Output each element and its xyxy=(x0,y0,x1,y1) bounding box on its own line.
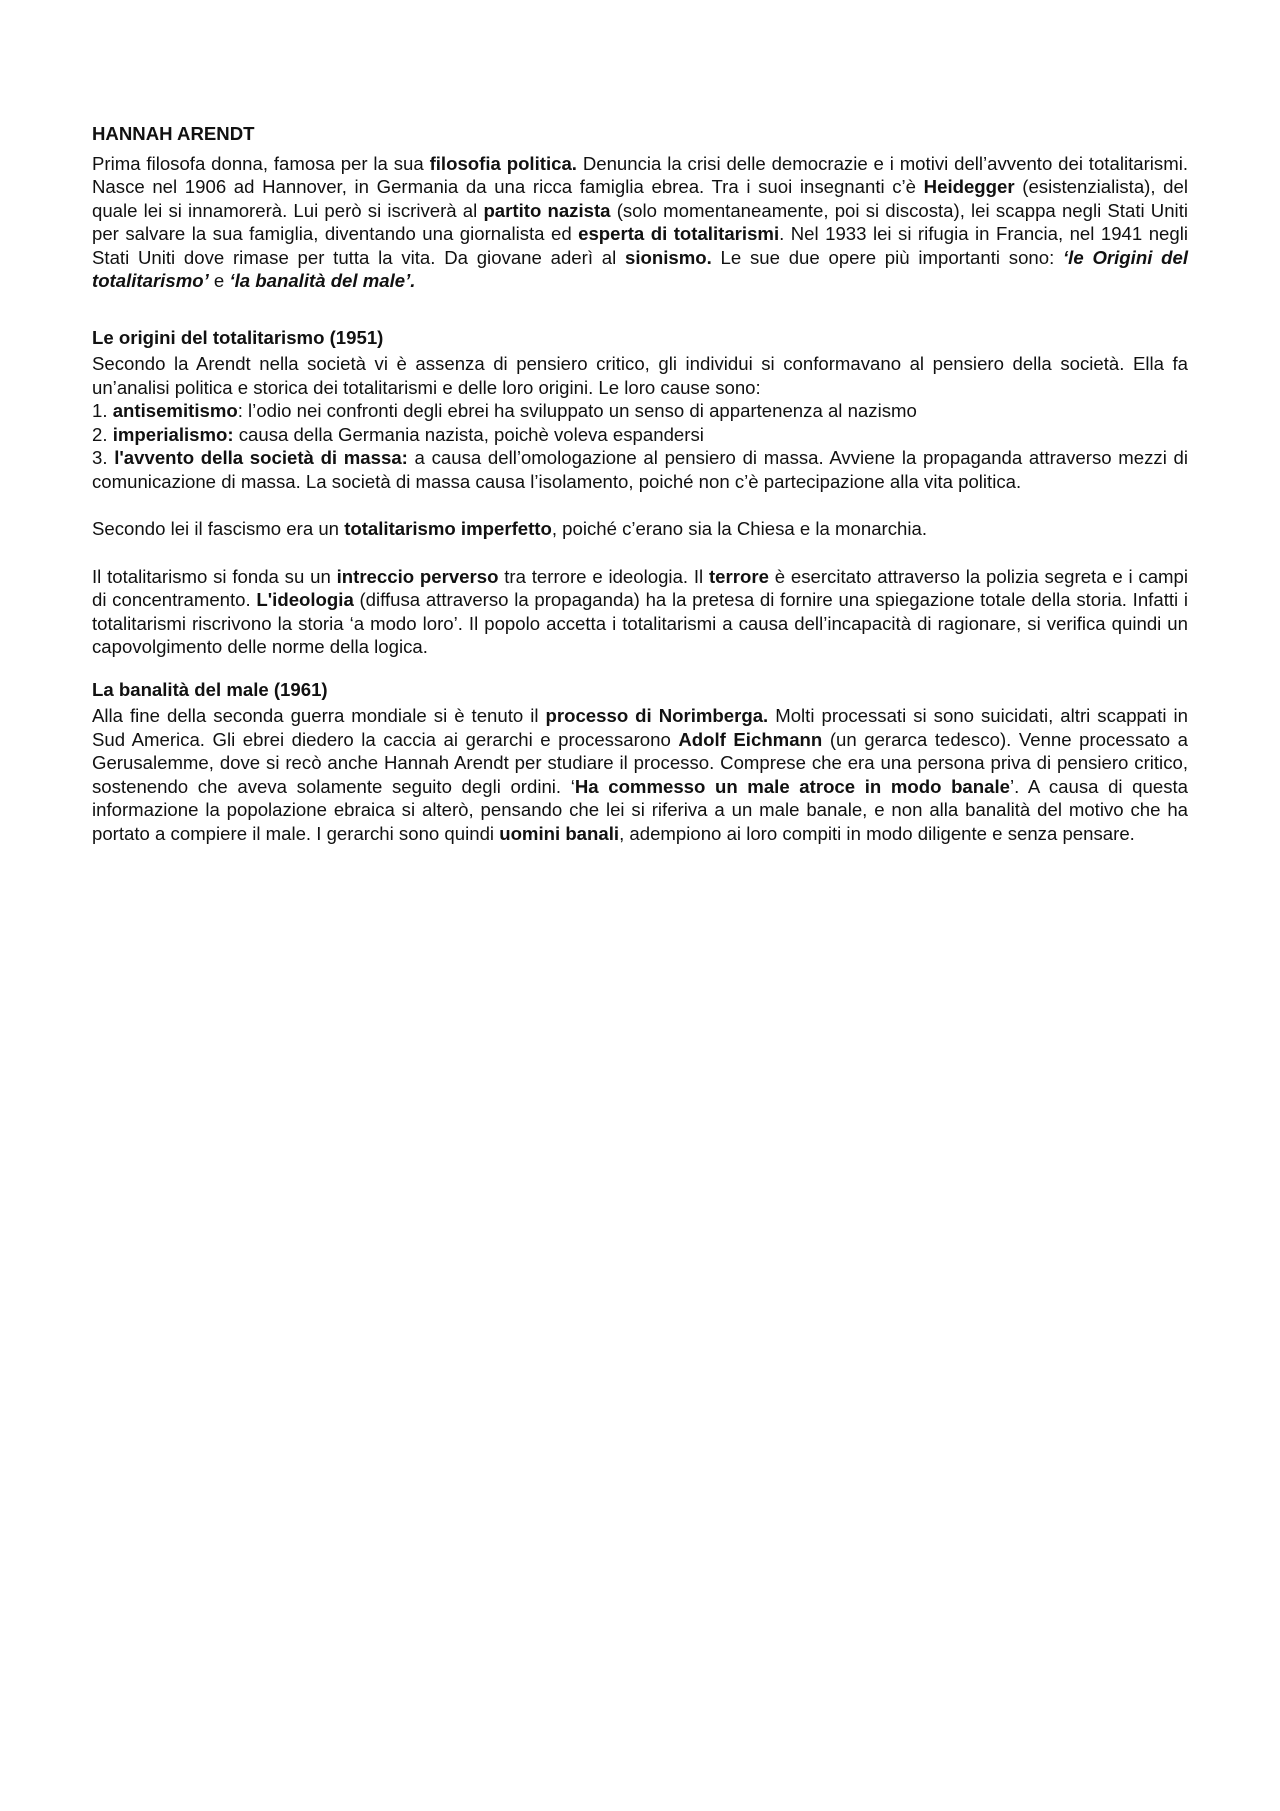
list-bold: imperialismo: xyxy=(112,423,234,445)
intro-bold-3: partito nazista xyxy=(483,199,611,221)
list-text: a causa dell’omologazione al pensiero di massa. Avviene la propaganda attraverso mezzi di comunicazione di massa. La società di massa causa l’isolamento, poiché non c’è partecipazione alla vita politica. xyxy=(92,447,1188,492)
spacer xyxy=(92,293,1188,326)
fascismo-text-1: Secondo lei il fascismo era un xyxy=(92,518,345,539)
intro-work-1: ‘le Origini del totalitarismo’ xyxy=(92,246,1188,291)
banalita-bold-1: processo di Norimberga. xyxy=(545,705,769,726)
intreccio-text-4: (diffusa attraverso la propaganda) ha la pretesa di fornire una spiegazione totale della storia. Infatti i totalitarismi riscrivono la storia ‘a modo loro’. Il popolo accetta i totalitarismi a causa dell’incapacità di ragionare, si verifica quindi un capovolgimento delle norme della logica. xyxy=(92,589,1188,657)
intreccio-text-1: Il totalitarismo si fonda su un xyxy=(92,565,337,587)
fascismo-text-2: , poiché c’erano sia la Chiesa e la monarchia. xyxy=(551,518,928,539)
intro-bold-4: esperta di totalitarismi xyxy=(578,223,780,244)
intro-text-5: . Nel 1933 lei si rifugia in Francia, nel 1941 negli Stati Uniti dove rimase per tutta la vita. Da giovane aderì al xyxy=(92,223,1188,268)
banalita-bold-2: Adolf Eichmann xyxy=(678,728,823,750)
document-title: HANNAH ARENDT xyxy=(92,123,255,144)
banalita-text-5: , adempiono ai loro compiti in modo diligente e senza pensare. xyxy=(619,822,1135,844)
intro-work-2: ‘la banalità del male’. xyxy=(229,270,416,291)
banalita-text-2: Molti processati si sono suicidati, altri scappati in Sud America. Gli ebrei diedero la caccia ai gerarchi e processarono xyxy=(92,705,1188,750)
list-text: causa della Germania nazista, poichè voleva espandersi xyxy=(233,423,704,445)
fascismo-paragraph xyxy=(92,517,1188,541)
banalita-text-3: (un gerarca tedesco). Venne processato a Gerusalemme, dove si recò anche Hannah Arendt per studiare il processo. Comprese che era una persona priva di pensiero critico, sostenendo che aveva solamente seguito degli ordini. ‘ xyxy=(92,728,1188,797)
intro-bold-5: sionismo. xyxy=(624,246,712,268)
banalita-text-4: ’. A causa di questa informazione la popolazione ebraica si alterò, pensando che lei si riferiva a un male banale, e non alla banalità del motivo che ha portato a compiere il male. I gerarchi sono quindi xyxy=(92,775,1188,844)
list-bold: l'avvento della società di massa: xyxy=(114,447,408,468)
intro-text-4: (solo momentaneamente, poi si discosta), lei scappa negli Stati Uniti per salvare la sua famiglia, diventando una giornalista ed xyxy=(92,199,1188,244)
list-bold: antisemitismo xyxy=(112,400,238,421)
intro-text-1: Prima filosofa donna, famosa per la sua xyxy=(92,152,430,174)
origini-paragraph: Secondo la Arendt nella società vi è assenza di pensiero critico, gli individui si conformavano al pensiero della società. Ella fa un’analisi politica e storica dei totalitarismi e delle loro origini. Le loro cause sono: xyxy=(92,353,1188,398)
fascismo-bold-1: totalitarismo imperfetto xyxy=(344,518,552,539)
intro-text-2: Denuncia la crisi delle democrazie e i motivi dell’avvento dei totalitarismi. Nasce nel 1906 ad Hannover, in Germania da una ricca famiglia ebrea. Tra i suoi insegnanti c’è xyxy=(92,152,1188,197)
list-num: 2. xyxy=(92,423,113,445)
intro-bold-1: filosofia politica. xyxy=(429,152,577,174)
intro-text-7: e xyxy=(208,270,230,291)
intro-bold-2: Heidegger xyxy=(923,176,1015,197)
intreccio-bold-3: L'ideologia xyxy=(256,589,354,610)
section-heading-origini: Le origini del totalitarismo (1951) xyxy=(92,326,384,348)
section-heading-banalita: La banalità del male (1961) xyxy=(92,678,328,700)
list-item-2 xyxy=(92,423,1188,447)
intro-text-3: (esistenzialista), del quale lei si innamorerà. Lui però si iscriverà al xyxy=(92,176,1188,221)
spacer xyxy=(92,659,1188,678)
intreccio-bold-2: terrore xyxy=(708,565,769,587)
banalita-bold-4: uomini banali xyxy=(499,822,620,844)
list-text: : l’odio nei confronti degli ebrei ha sviluppato un senso di appartenenza al nazismo xyxy=(237,400,917,421)
list-item-3 xyxy=(92,446,1188,493)
intreccio-text-2: tra terrore e ideologia. Il xyxy=(498,565,709,587)
banalita-bold-3: Ha commesso un male atroce in modo banale xyxy=(574,775,1010,797)
spacer xyxy=(92,493,1188,517)
intreccio-text-3: è esercitato attraverso la polizia segreta e i campi di concentramento. xyxy=(92,565,1189,610)
list-item-1 xyxy=(92,399,1188,423)
intro-paragraph xyxy=(92,152,1188,293)
document-page xyxy=(92,122,1188,845)
intro-text-6: Le sue due opere più importanti sono: xyxy=(711,246,1064,268)
spacer xyxy=(92,541,1188,565)
intreccio-bold-1: intreccio perverso xyxy=(336,565,499,587)
list-num: 3. xyxy=(92,447,115,468)
list-num: 1. xyxy=(92,400,113,421)
intreccio-paragraph xyxy=(92,565,1188,659)
banalita-paragraph xyxy=(92,704,1188,845)
banalita-text-1: Alla fine della seconda guerra mondiale si è tenuto il xyxy=(92,705,546,726)
